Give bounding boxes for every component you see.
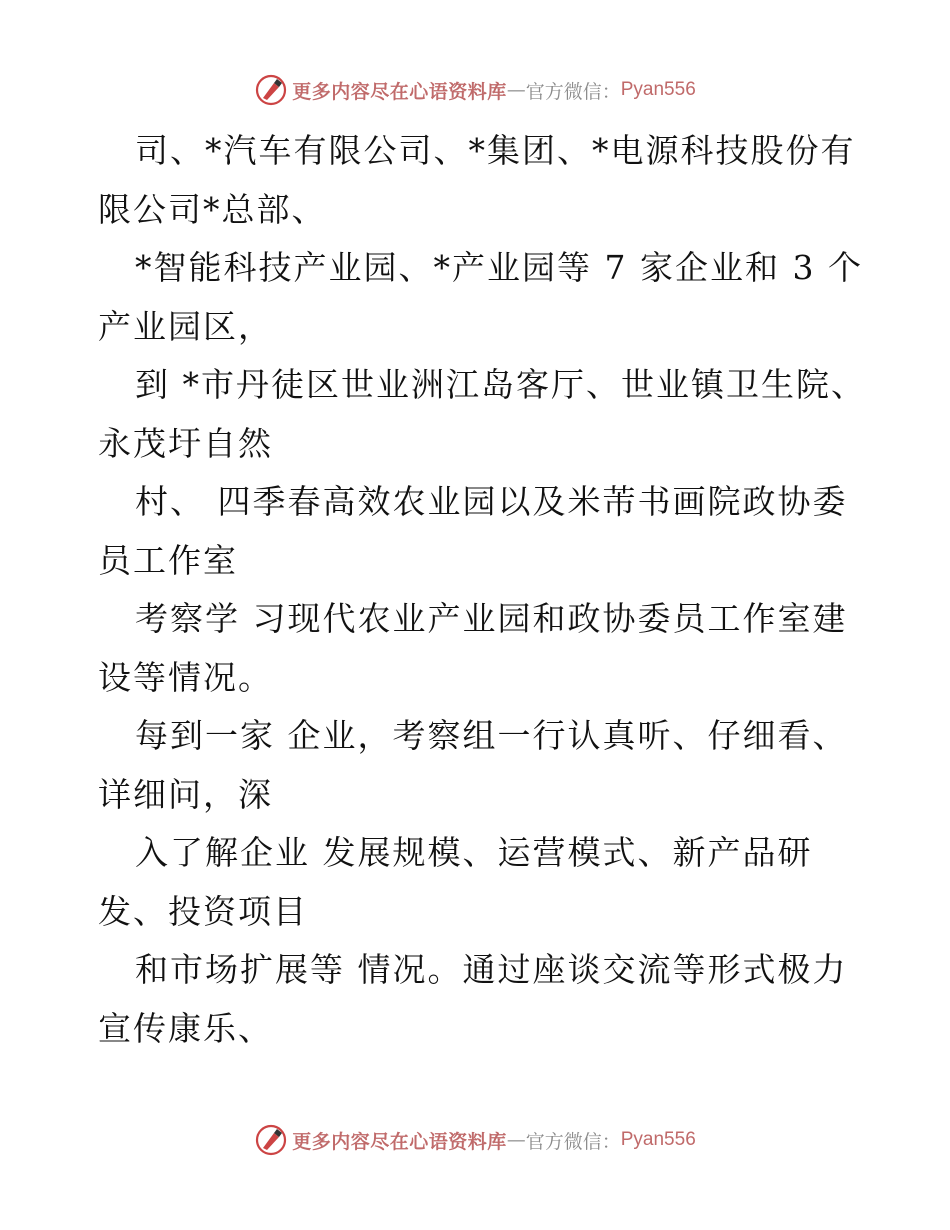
pen-nib-icon (254, 73, 288, 107)
text-line: 考察学 习现代农业产业园和政协委员工作室建 (135, 599, 848, 638)
text-line: *智能科技产业园、*产业园等 7 家企业和 3 个 (135, 248, 863, 287)
text-line: 员工作室 (98, 540, 238, 580)
text-line: 司、*汽车有限公司、*集团、*电源科技股份有 (135, 131, 856, 170)
text-line: 村、 四季春高效农业园以及米芾书画院政协委 (135, 482, 848, 521)
banner-wechat-id: Pyan556 (620, 1129, 696, 1150)
banner-wechat-label: 官方微信： (525, 80, 621, 103)
banner-wechat-label: 官方微信： (525, 1130, 621, 1153)
pen-nib-icon (254, 1123, 288, 1157)
document-body (98, 122, 866, 1058)
text-line: 发、投资项目 (98, 891, 308, 931)
banner-title: 更多内容尽在心语资料库 (292, 1130, 507, 1153)
text-line: 限公司*总部、 (98, 189, 327, 229)
text-line: 设等情况。 (98, 657, 273, 697)
banner-wechat-id: Pyan556 (620, 79, 696, 100)
banner-separator: — (506, 79, 526, 101)
text-line: 宣传康乐、 (98, 1008, 273, 1048)
text-line: 和市场扩展等 情况。通过座谈交流等形式极力 (135, 950, 848, 989)
header-banner (0, 70, 950, 110)
footer-banner (0, 1120, 950, 1160)
text-line: 永茂圩自然 (98, 423, 273, 463)
banner-title: 更多内容尽在心语资料库 (292, 80, 507, 103)
text-line: 入了解企业 发展规模、运营模式、新产品研 (135, 833, 813, 872)
text-line: 产业园区， (98, 306, 273, 346)
text-line: 详细问，深 (98, 774, 273, 814)
text-line: 到 *市丹徒区世业洲江岛客厅、世业镇卫生院、 (135, 365, 866, 404)
banner-separator: — (506, 1129, 526, 1151)
text-line: 每到一家 企业，考察组一行认真听、仔细看、 (135, 716, 848, 755)
